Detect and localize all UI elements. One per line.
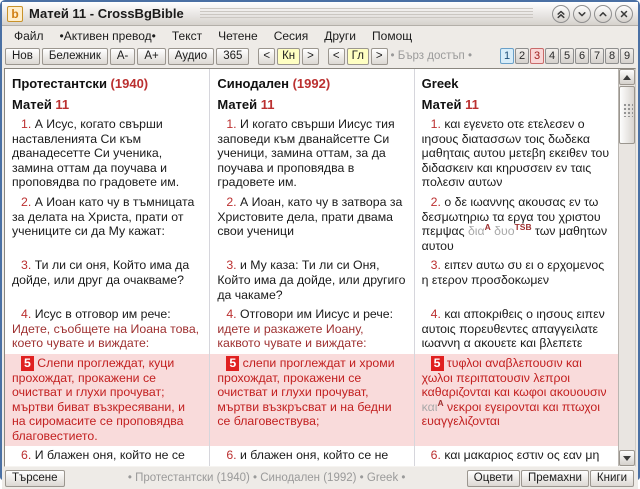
verse-number: 4. — [21, 307, 32, 322]
verse-text: και εγενετο οτε ετελεσεν ο ιησους διατασσων τοις δωδεκα μαθηταις αυτου μετεβη εκειθεν του διδασκειν και κηρυσσειν εν ταις πολεσιν αυτων — [421, 117, 610, 190]
verse-cell — [5, 354, 209, 447]
verse-text: И блажен оня, който не се — [34, 448, 185, 463]
toolbar-button-нов[interactable]: Нов — [5, 48, 40, 65]
verse-number: 5 — [226, 356, 239, 371]
verse-1[interactable] — [12, 115, 201, 193]
quick-slot-3[interactable]: 3 — [530, 48, 544, 64]
statusbar-right-buttons — [467, 470, 635, 487]
verse-4[interactable] — [217, 305, 405, 354]
text-area — [4, 68, 636, 467]
verse-number: 1. — [21, 117, 32, 131]
menu-item-3[interactable]: Четене — [218, 29, 258, 43]
translation-name: Протестантски — [12, 76, 111, 91]
verse-text: των μαθητων αυτου — [421, 224, 608, 253]
verse-cell — [5, 115, 209, 193]
verse-number: 6. — [226, 448, 237, 463]
menu-item-5[interactable]: Други — [324, 29, 357, 43]
vertical-scrollbar[interactable] — [618, 69, 635, 466]
verse-text: И когато свърши Иисус тия заповеди към дванайсетте Си ученици, замина оттам, за да поучава и проповядва в градовете им. — [217, 117, 395, 190]
verse-number: 6. — [430, 448, 441, 463]
scrollbar-thumb[interactable] — [619, 86, 635, 144]
close-icon — [618, 8, 630, 20]
verse-cell — [5, 256, 209, 305]
translation-title — [12, 76, 201, 91]
scrollbar-up-button[interactable] — [619, 69, 635, 85]
quick-slots — [500, 48, 635, 64]
toolbar-button-а+[interactable]: А+ — [137, 48, 165, 65]
verse-number: 1. — [430, 117, 441, 131]
verse-text: и блажен оня, който се не — [240, 448, 389, 463]
variant-marker: Α — [484, 222, 491, 233]
verse-text: και αποκριθεις ο ιησους ειπεν αυτοις πορευθεντες απαγγειλατε ιωαννη α ακουετε και βλεπετε — [421, 307, 605, 351]
column-header-2 — [209, 69, 413, 115]
verse-cell — [414, 354, 618, 447]
verse-2[interactable] — [217, 193, 405, 242]
verse-6[interactable] — [12, 446, 201, 466]
verse-cell — [414, 446, 618, 466]
quick-slot-9[interactable]: 9 — [620, 48, 634, 64]
variant-marker: TSB — [514, 222, 532, 233]
translation-year: (1940) — [110, 76, 149, 91]
verse-cell — [209, 193, 413, 256]
verse-number: 2. — [21, 194, 32, 209]
arrow-down-icon — [623, 456, 631, 461]
quick-slot-8[interactable]: 8 — [605, 48, 619, 64]
status-button-премахни[interactable]: Премахни — [521, 470, 589, 487]
book-name: Матей — [421, 97, 466, 112]
verse-cell — [414, 115, 618, 193]
verse-text: Исус в отговор им рече: — [34, 307, 171, 322]
toolbar-button-аудио[interactable]: Аудио — [168, 48, 214, 65]
verse-text: слепи проглеждат и хроми прохождат, прокажени се очистват и глухи прочуват, мъртви възкръсват и на бедни се благовествува; — [217, 355, 395, 429]
book-chapter-heading — [12, 91, 201, 112]
book-nav — [258, 48, 321, 65]
verse-text: νεκροι εγειρονται και πτωχοι ευαγγελιζονται — [421, 399, 600, 429]
verse-3[interactable] — [12, 256, 201, 290]
verse-text: А Иоан, като чу в затвора за Христовите дела, прати двама свои ученици — [217, 194, 403, 239]
chapter-number: 11 — [260, 97, 275, 112]
verse-2[interactable] — [422, 193, 610, 256]
book-name: Матей — [217, 97, 261, 112]
minimize-button[interactable] — [573, 5, 591, 23]
verse-text: και μακαριος εστιν ος εαν μη — [444, 448, 600, 463]
translation-title — [217, 76, 405, 91]
verse-cell — [209, 446, 413, 466]
verse-text: Ти ли си оня, Който има да дойде, или друг да очакваме? — [12, 258, 190, 287]
quick-slot-4[interactable]: 4 — [545, 48, 559, 64]
chapter-prev-button[interactable]: < — [328, 48, 345, 65]
quick-slot-5[interactable]: 5 — [560, 48, 574, 64]
book-label-button[interactable]: Кн — [277, 48, 300, 65]
verse-number: 2. — [226, 194, 237, 209]
verse-number: 2. — [430, 194, 441, 209]
verse-number: 3. — [226, 258, 237, 273]
book-chapter-heading — [422, 91, 610, 112]
verse-1[interactable] — [217, 115, 405, 193]
chapter-number: 11 — [465, 97, 479, 112]
verse-text: Слепи проглеждат, куци прохождат, прокажени се очистват и глухи прочуват; мъртви биват възкресявани, и на сиромасите се проповядва благовестието. — [12, 355, 185, 443]
quick-slot-2[interactable]: 2 — [515, 48, 529, 64]
verse-cell — [209, 354, 413, 447]
arrow-up-icon — [623, 75, 631, 80]
verse-text: А Иоан като чу в тъмницата за делата на Христа, прати от учениците си да Му кажат: — [12, 194, 195, 239]
translation-title — [422, 76, 610, 91]
verse-number: 6. — [21, 448, 32, 463]
double-chevron-up-icon — [555, 8, 567, 20]
shade-button[interactable] — [552, 5, 570, 23]
verse-5[interactable] — [12, 354, 201, 447]
window-controls — [549, 5, 633, 23]
verse-3[interactable] — [217, 256, 405, 305]
toolbar-button-бележник[interactable]: Бележник — [42, 48, 108, 65]
verse-cell — [414, 305, 618, 354]
menu-item-6[interactable]: Помощ — [372, 29, 413, 43]
book-chapter-heading — [217, 91, 405, 112]
verse-text: τυφλοι αναβλεπουσιν και χωλοι περιπατουσιν λεπροι καθαριζονται και κωφοι ακουουσιν — [421, 355, 607, 400]
quick-slot-6[interactable]: 6 — [575, 48, 589, 64]
verse-5[interactable] — [422, 354, 610, 432]
book-prev-button[interactable]: < — [258, 48, 275, 65]
verse-text: идете и разкажете Иоану, каквото чувате и виждате: — [217, 321, 367, 351]
column-header-3 — [414, 69, 618, 115]
verse-cell — [5, 446, 209, 466]
maximize-button[interactable] — [594, 5, 612, 23]
window-title: Матей 11 - CrossBgBible — [29, 6, 184, 21]
variant-marker: Α — [437, 397, 444, 408]
quick-access-label: • Бърз достъп • — [390, 50, 472, 62]
menu-item-4[interactable]: Сесия — [273, 29, 309, 43]
column-header-1 — [5, 69, 209, 115]
scrollbar-down-button[interactable] — [619, 450, 635, 466]
verse-cell — [209, 115, 413, 193]
verse-text: δια — [467, 224, 485, 239]
toolbar — [2, 46, 638, 68]
verse-cell — [209, 305, 413, 354]
verse-number: 3. — [21, 258, 32, 273]
quick-slot-7[interactable]: 7 — [590, 48, 604, 64]
status-button-оцвети[interactable]: Оцвети — [467, 470, 520, 487]
verse-number: 5 — [431, 356, 444, 371]
verse-cell — [209, 256, 413, 305]
verse-number: 4. — [430, 307, 441, 322]
verse-3[interactable] — [422, 256, 610, 290]
verse-text: ο δε ιωαννης ακουσας εν τω δεσμωτηριω τα εργα του χριστου πεμψας — [421, 194, 601, 239]
book-next-button[interactable]: > — [302, 48, 319, 65]
verse-text: Идете, съобщете на Иоана това, което чувате и виждате: — [12, 321, 200, 351]
verse-6[interactable] — [217, 446, 405, 466]
verse-6[interactable] — [422, 446, 610, 466]
verse-4[interactable] — [422, 305, 610, 354]
verse-text: и Му каза: Ти ли си Оня, Който има да дойде, или другиго да чакаме? — [217, 258, 406, 302]
verse-number: 3. — [430, 258, 441, 273]
translation-name: Greek — [421, 76, 459, 91]
chevron-down-icon — [576, 8, 588, 20]
verse-text: Отговори им Иисус и рече: — [240, 307, 394, 322]
verse-5[interactable] — [217, 354, 405, 432]
verse-grid — [5, 69, 618, 466]
toolbar-left — [5, 48, 251, 65]
menubar — [2, 26, 638, 46]
verse-2[interactable] — [12, 193, 201, 242]
book-name: Матей — [12, 97, 56, 112]
status-translations-text: • Протестантски (1940) • Синодален (1992) • Greek • — [127, 472, 406, 485]
verse-cell — [414, 193, 618, 256]
verse-text: ειπεν αυτω συ ει ο ερχομενος η ετερον προσδοκωμεν — [421, 258, 605, 287]
titlebar[interactable] — [2, 2, 638, 26]
verse-1[interactable] — [422, 115, 610, 193]
verse-cell — [5, 193, 209, 256]
chapter-number: 11 — [55, 97, 70, 112]
verse-cell — [5, 305, 209, 354]
close-button[interactable] — [615, 5, 633, 23]
toolbar-button-а-[interactable]: А- — [110, 48, 136, 65]
menu-item-1[interactable]: •Активен превод• — [59, 29, 156, 43]
toolbar-button-365[interactable]: 365 — [216, 48, 249, 65]
chapter-label-button[interactable]: Гл — [347, 48, 369, 65]
verse-text: δυο — [490, 224, 515, 239]
verse-cell — [414, 256, 618, 305]
menu-item-2[interactable]: Текст — [171, 29, 203, 43]
app-icon: b — [7, 6, 23, 22]
verse-text: А Исус, когато свърши наставленията Си към дванадесетте Си ученика, замина оттам да поучава и проповядва по градовете им. — [12, 117, 180, 190]
verse-number: 4. — [226, 307, 237, 322]
status-button-книги[interactable]: Книги — [590, 470, 634, 487]
search-button[interactable]: Търсене — [5, 470, 65, 487]
verse-4[interactable] — [12, 305, 201, 354]
translation-year: (1992) — [292, 76, 331, 91]
verse-number: 1. — [226, 117, 237, 131]
titlebar-grip — [200, 8, 533, 19]
verse-text: και — [421, 399, 438, 414]
statusbar — [2, 467, 638, 489]
chapter-nav — [328, 48, 390, 65]
chevron-up-icon — [597, 8, 609, 20]
menu-item-0[interactable]: Файл — [14, 29, 44, 43]
quick-slot-1[interactable]: 1 — [500, 48, 514, 64]
chapter-next-button[interactable]: > — [371, 48, 388, 65]
verse-number: 5 — [21, 356, 34, 371]
translation-name: Синодален — [217, 76, 293, 91]
